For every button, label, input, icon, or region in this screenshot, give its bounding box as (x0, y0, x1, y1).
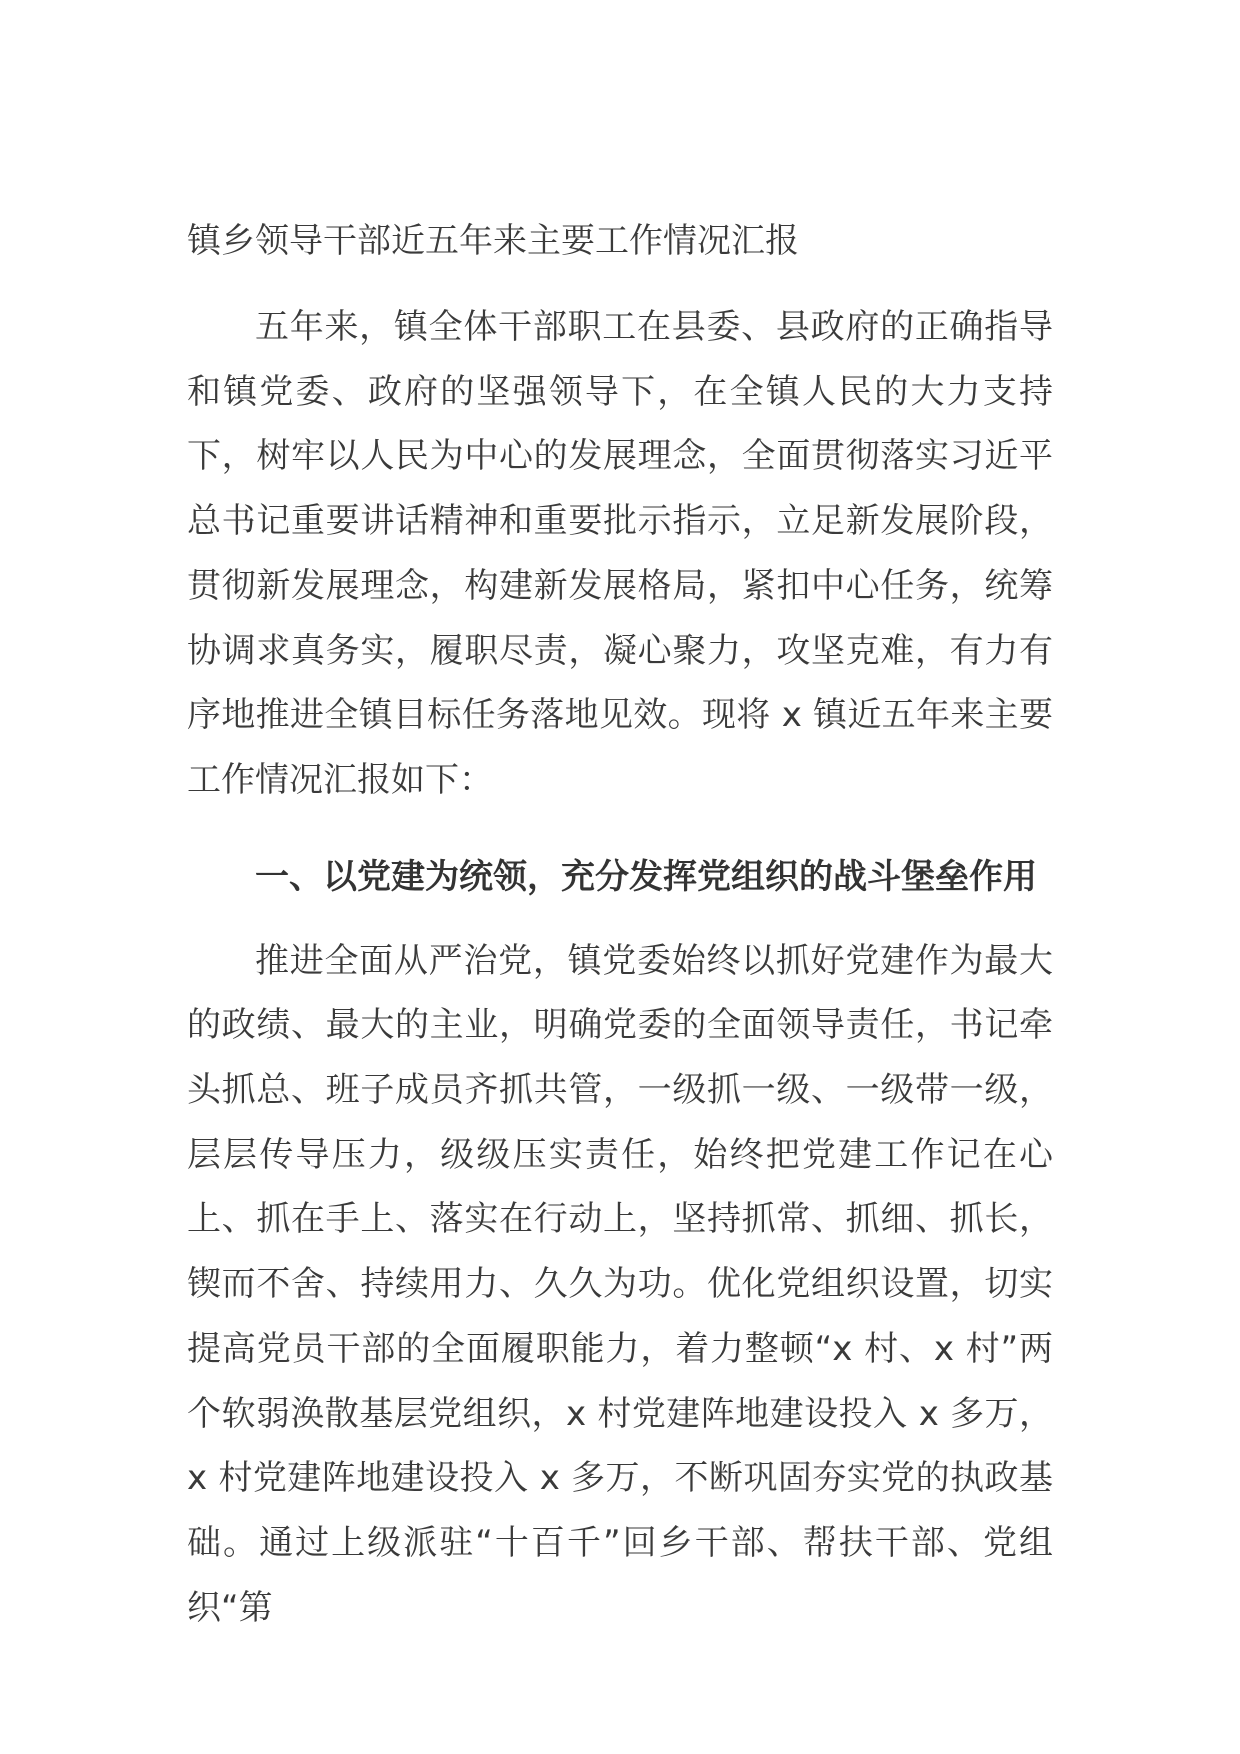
section-paragraph: 推进全面从严治党，镇党委始终以抓好党建作为最大的政绩、最大的主业，明确党委的全面领导责任，书记牵头抓总、班子成员齐抓共管，一级抓一级、一级带一级，层层传导压力，级级压实责任，始终把党建工作记在心上、抓在手上、落实在行动上，坚持抓常、抓细、抓长，锲而不舍、持续用力、久久为功。优化党组织设置，切实提高党员干部的全面履职能力，着力整顿“x 村、x 村”两个软弱涣散基层党组织，x 村党建阵地建设投入 x 多万，x 村党建阵地建设投入 x 多万，不断巩固夯实党的执政基础。通过上级派驻“十百千”回乡干部、帮扶干部、党组织“第 (187, 940, 1053, 1628)
section-heading: 一、以党建为统领，充分发挥党组织的战斗堡垒作用 (255, 856, 1037, 897)
intro-paragraph: 五年来，镇全体干部职工在县委、县政府的正确指导和镇党委、政府的坚强领导下，在全镇人民的大力支持下，树牢以人民为中心的发展理念，全面贯彻落实习近平总书记重要讲话精神和重要批示指示，立足新发展阶段，贯彻新发展理念，构建新发展格局，紧扣中心任务，统筹协调求真务实，履职尽责，凝心聚力，攻坚克难，有力有序地推进全镇目标任务落地见效。现将 x 镇近五年来主要工作情况汇报如下： (187, 307, 1053, 800)
document-page (187, 205, 1053, 1640)
document-title: 镇乡领导干部近五年来主要工作情况汇报 (187, 221, 799, 261)
